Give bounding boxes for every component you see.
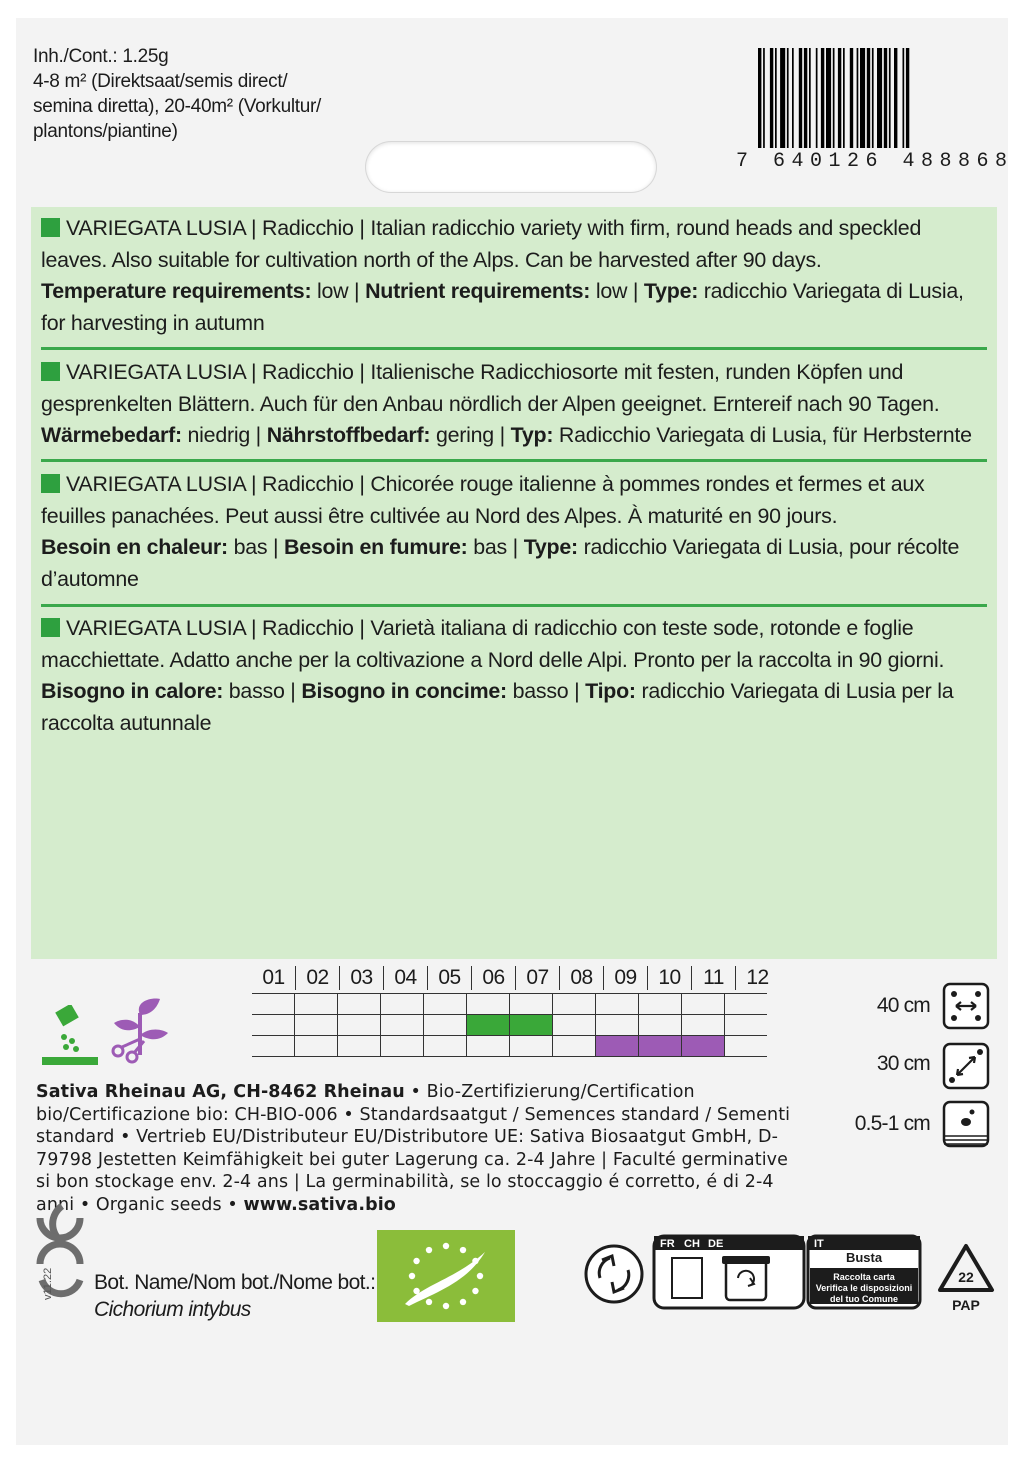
barcode-bar — [889, 48, 891, 148]
calendar-cell — [424, 1015, 467, 1036]
calendar-grid — [252, 993, 767, 1057]
eu-star — [443, 1243, 449, 1249]
barcode-bar — [770, 48, 773, 148]
req-value: bas | — [467, 535, 524, 559]
variety-title: VARIEGATA LUSIA | Radicchio | — [66, 360, 371, 384]
calendar-month-label: 12 — [746, 966, 769, 989]
calendar-cell — [338, 1015, 381, 1036]
barcode-bar — [804, 48, 807, 148]
eu-organic-leaf-icon — [377, 1230, 515, 1322]
certification-text: • Bio-Zertifizierung/Certification bio/Certificazione bio: CH-BIO-006 • Standardsaatgut / Semences standard / Sementi standard • Vertrieb EU/Distributeur EU/Distributore UE: Sativa Biosaatgut GmbH, D-79798 Jestetten Keimfähigkeit bei guter Lagerung ca. 2-4 Jahre | Faculté germinative si bon stockage env. 2-4 ans | La germinabilità, se lo stoccaggio é corretto, é di 2-4 anni • Organic seeds • — [36, 1082, 791, 1215]
barcode-bar — [884, 48, 887, 148]
calendar-month-label: 02 — [296, 966, 340, 990]
req-label: Type: — [523, 535, 578, 559]
variety-title: VARIEGATA LUSIA | Radicchio | — [66, 616, 371, 640]
barcode-bar — [799, 48, 802, 148]
barcode-bar — [758, 48, 761, 148]
barcode-bar — [816, 48, 818, 148]
calendar-cell — [639, 1015, 682, 1036]
calendar-month-label: 05 — [428, 966, 472, 990]
calendar-month-label: 04 — [384, 966, 428, 990]
barcode-bar — [780, 48, 785, 148]
description-english — [41, 213, 987, 339]
eu-star — [426, 1299, 432, 1305]
version-code: v11.22 — [42, 1267, 54, 1300]
barcode-bar — [833, 48, 835, 148]
req-label: Type: — [643, 279, 699, 303]
variety-title: VARIEGATA LUSIA | Radicchio | — [66, 472, 371, 496]
req-label: Typ: — [510, 423, 554, 447]
calendar-month-label: 08 — [560, 966, 604, 990]
req-value: niedrig | — [181, 423, 267, 447]
barcode-bar — [809, 48, 811, 148]
calendar-cell — [381, 1015, 424, 1036]
botanical-name: Cichorium intybus — [94, 1298, 251, 1321]
req-label: Nährstoffbedarf: — [266, 423, 431, 447]
row-spacing: 40 cm — [876, 994, 930, 1017]
eu-star — [409, 1273, 415, 1279]
calendar-cell — [682, 994, 725, 1015]
barcode-bar — [860, 48, 865, 148]
plant-spacing: 30 cm — [876, 1052, 930, 1075]
calendar-cell — [381, 1036, 424, 1057]
calendar-cell — [424, 994, 467, 1015]
green-square-icon — [41, 362, 60, 381]
calendar-cell — [510, 1036, 553, 1057]
divider — [41, 347, 987, 350]
variety-description: Italienische Radicchiosorte mit festen, runden Köpfen und gesprenkelten Blättern. Auch für den Anbau nördlich der Alpen geeignet. Erntereif nach 90 Tagen. — [41, 360, 940, 416]
svg-text:22: 22 — [958, 1269, 974, 1285]
req-label: Besoin en chaleur: — [41, 535, 228, 559]
req-label: Tipo: — [585, 679, 636, 703]
pap-22-recycling-icon — [936, 1242, 996, 1316]
req-label: Temperature requirements: — [41, 279, 312, 303]
req-value: gering | — [430, 423, 511, 447]
barcode-digits: 7 640126 488868 — [736, 150, 1014, 173]
calendar-cell — [338, 994, 381, 1015]
req-value: low | — [590, 279, 644, 303]
barcode-bar — [826, 48, 831, 148]
calendar-cell — [596, 994, 639, 1015]
green-square-icon — [41, 474, 60, 493]
calendar-cell — [424, 1036, 467, 1057]
recycling-icons — [584, 1232, 934, 1312]
calendar-months — [252, 966, 779, 990]
svg-text:Busta: Busta — [845, 1250, 883, 1265]
area-line-1: 4-8 m² (Direktsaat/semis direct/ — [33, 71, 288, 92]
calendar-cell — [295, 1015, 338, 1036]
calendar-cell — [338, 1036, 381, 1057]
calendar-cell — [725, 1015, 768, 1036]
area-line-3: plantons/piantine) — [33, 121, 178, 142]
barcode-bar — [792, 48, 794, 148]
barcode-bar — [821, 48, 824, 148]
svg-text:CH: CH — [684, 1238, 700, 1250]
req-label: Besoin en fumure: — [284, 535, 468, 559]
hang-hole — [366, 142, 656, 192]
plant-spacing-icon — [942, 1042, 990, 1090]
harvest-icon — [104, 995, 174, 1065]
eu-star — [413, 1258, 419, 1264]
svg-text:del tuo Comune: del tuo Comune — [830, 1294, 898, 1304]
barcode — [758, 48, 992, 148]
calendar-cell — [467, 1036, 510, 1057]
barcode-bar — [843, 48, 845, 148]
req-value: bas | — [227, 535, 285, 559]
calendar-cell — [467, 994, 510, 1015]
req-value: low | — [311, 279, 366, 303]
calendar-cell — [553, 994, 596, 1015]
description-french — [41, 469, 987, 595]
req-label: Nutrient requirements: — [365, 279, 591, 303]
calendar-cell — [510, 994, 553, 1015]
req-label: Bisogno in concime: — [301, 679, 507, 703]
calendar-month-label: 09 — [604, 966, 648, 990]
svg-text:PAP: PAP — [952, 1297, 980, 1313]
eu-star — [443, 1303, 449, 1309]
barcode-bar — [867, 48, 870, 148]
green-square-icon — [41, 618, 60, 637]
barcode-bar — [775, 48, 777, 148]
svg-text:IT: IT — [814, 1238, 824, 1250]
svg-text:Verifica le disposizioni: Verifica le disposizioni — [815, 1283, 913, 1293]
req-label: Bisogno in calore: — [41, 679, 224, 703]
req-value: basso | — [506, 679, 586, 703]
eu-star — [460, 1299, 466, 1305]
calendar-cell — [639, 1036, 682, 1057]
variety-title: VARIEGATA LUSIA | Radicchio | — [66, 216, 371, 240]
calendar-row — [252, 1015, 767, 1036]
barcode-bar — [763, 48, 765, 148]
barcode-bar — [906, 48, 909, 148]
description-italian — [41, 613, 987, 739]
calendar-cell — [725, 1036, 768, 1057]
barcode-bar — [872, 48, 874, 148]
divider — [41, 459, 987, 462]
calendar-cell — [295, 994, 338, 1015]
sowing-icon — [40, 1005, 102, 1067]
variety-description: Chicorée rouge italienne à pommes rondes et fermes et aux feuilles panachées. Peut aussi être cultivée au Nord des Alpes. À maturité en 90 jours. — [41, 472, 925, 528]
green-square-icon — [41, 218, 60, 237]
divider — [41, 604, 987, 607]
calendar-cell — [252, 994, 295, 1015]
description-german — [41, 357, 987, 452]
calendar-cell — [725, 994, 768, 1015]
calendar-month-label: 11 — [692, 966, 736, 990]
req-label: Wärmebedarf: — [41, 423, 182, 447]
calendar-cell — [295, 1036, 338, 1057]
barcode-bar — [877, 48, 882, 148]
variety-description: Italian radicchio variety with firm, round heads and speckled leaves. Also suitable for cultivation north of the Alps. Can be harvested after 90 days. — [41, 216, 922, 272]
calendar-cell — [596, 1015, 639, 1036]
company-name: Sativa Rheinau AG, CH-8462 Rheinau — [36, 1082, 405, 1102]
botanical-label: Bot. Name/Nom bot./Nome bot.: — [94, 1271, 376, 1294]
eu-star — [426, 1247, 432, 1253]
calendar-row — [252, 1036, 767, 1057]
calendar-cell — [510, 1015, 553, 1036]
barcode-bar — [894, 48, 897, 148]
variety-description: Varietà italiana di radicchio con teste sode, rotonde e foglie macchiettate. Adatto anche per la coltivazione a Nord delle Alpi. Pronto per la raccolta in 90 giorni. — [41, 616, 945, 672]
description-panel — [31, 207, 997, 959]
svg-text:DE: DE — [708, 1238, 724, 1250]
req-value: basso | — [223, 679, 302, 703]
barcode-bar — [838, 48, 841, 148]
calendar-cell — [467, 1015, 510, 1036]
calendar-cell — [682, 1015, 725, 1036]
calendar-month-label: 01 — [252, 966, 296, 990]
eu-star — [477, 1273, 483, 1279]
company-info — [36, 1081, 806, 1216]
barcode-bar — [850, 48, 853, 148]
row-spacing-icon — [942, 982, 990, 1030]
barcode-bar — [903, 48, 905, 148]
area-line-2: semina diretta), 20-40m² (Vorkultur/ — [33, 96, 322, 117]
calendar-cell — [639, 994, 682, 1015]
calendar-month-label: 06 — [472, 966, 516, 990]
sowing-harvest-calendar — [252, 966, 779, 1057]
calendar-cell — [596, 1036, 639, 1057]
req-value: Radicchio Variegata di Lusia, für Herbsternte — [553, 423, 972, 447]
website-link[interactable]: www.sativa.bio — [243, 1194, 396, 1215]
req-value: radicchio Variegata di Lusia, for harvesting in autumn — [41, 279, 964, 335]
calendar-month-label: 03 — [340, 966, 384, 990]
req-value: radicchio Variegata di Lusia, pour récolte d’automne — [41, 535, 960, 591]
eu-star — [460, 1247, 466, 1253]
calendar-month-label: 07 — [516, 966, 560, 990]
calendar-cell — [553, 1015, 596, 1036]
req-value: radicchio Variegata di Lusia per la raccolta autunnale — [41, 679, 954, 735]
eu-star — [472, 1288, 478, 1294]
contents-weight: Inh./Cont.: 1.25g — [33, 46, 169, 67]
svg-text:FR: FR — [660, 1238, 675, 1250]
calendar-cell — [381, 994, 424, 1015]
calendar-cell — [252, 1015, 295, 1036]
calendar-cell — [252, 1036, 295, 1057]
barcode-bar — [787, 48, 789, 148]
contents-info — [33, 44, 321, 144]
calendar-cell — [553, 1036, 596, 1057]
sowing-depth: 0.5-1 cm — [854, 1112, 930, 1135]
sowing-depth-icon — [942, 1100, 990, 1148]
barcode-bar — [857, 48, 859, 148]
calendar-cell — [682, 1036, 725, 1057]
calendar-row — [252, 994, 767, 1015]
calendar-month-label: 10 — [648, 966, 692, 990]
svg-text:Raccolta carta: Raccolta carta — [833, 1272, 895, 1282]
